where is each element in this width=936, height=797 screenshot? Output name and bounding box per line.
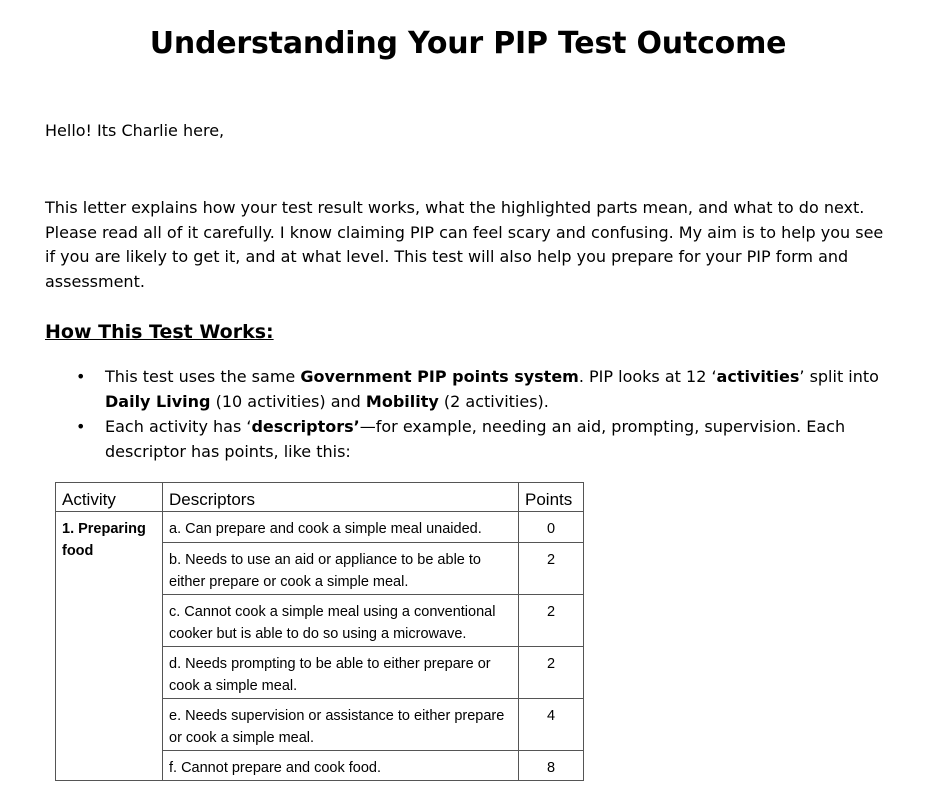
- bullet-icon: •: [76, 417, 86, 436]
- points-cell: 2: [519, 647, 584, 699]
- points-cell: 4: [519, 699, 584, 751]
- descriptor-cell: b. Needs to use an aid or appliance to be able to either prepare or cook a simple meal.: [163, 543, 519, 595]
- bullet-item-descriptors: • Each activity has ‘descriptors’—for example, needing an aid, prompting, supervision. Each descriptor has points, like this:: [45, 414, 895, 464]
- descriptor-cell: c. Cannot cook a simple meal using a conventional cooker but is able to do so using a microwave.: [163, 595, 519, 647]
- descriptor-cell: f. Cannot prepare and cook food.: [163, 751, 519, 781]
- points-cell: 2: [519, 595, 584, 647]
- points-cell: 8: [519, 751, 584, 781]
- bullet-icon: •: [76, 367, 86, 386]
- page-title: Understanding Your PIP Test Outcome: [149, 26, 787, 61]
- table-row: [56, 512, 584, 543]
- descriptor-cell: d. Needs prompting to be able to either prepare or cook a simple meal.: [163, 647, 519, 699]
- activity-column-header: Activity: [56, 483, 163, 512]
- descriptor-cell: e. Needs supervision or assistance to either prepare or cook a simple meal.: [163, 699, 519, 751]
- points-cell: 0: [519, 512, 584, 543]
- intro-paragraph: This letter explains how your test result works, what the highlighted parts mean, and what to do next. Please read all of it carefully. I know claiming PIP can feel scary and confusing. My aim is to help you see if you are likely to get it, and at what level. This test will also help you prepare for your PIP form and assessment.: [45, 198, 884, 291]
- points-column-header: Points: [519, 483, 584, 512]
- descriptor-cell: a. Can prepare and cook a simple meal unaided.: [163, 512, 519, 543]
- points-cell: 2: [519, 543, 584, 595]
- bullet-list: [45, 364, 895, 464]
- section-heading: How This Test Works:: [45, 321, 274, 343]
- activity-cell: 1. Preparing food: [56, 512, 163, 781]
- descriptor-table: [55, 482, 584, 781]
- descriptors-column-header: Descriptors: [163, 483, 519, 512]
- table-header-row: [56, 483, 584, 512]
- greeting-line: Hello! Its Charlie here,: [45, 121, 225, 140]
- bullet-item-points-system: • This test uses the same Government PIP points system. PIP looks at 12 ‘activities’ split into Daily Living (10 activities) and Mobility (2 activities).: [45, 364, 895, 414]
